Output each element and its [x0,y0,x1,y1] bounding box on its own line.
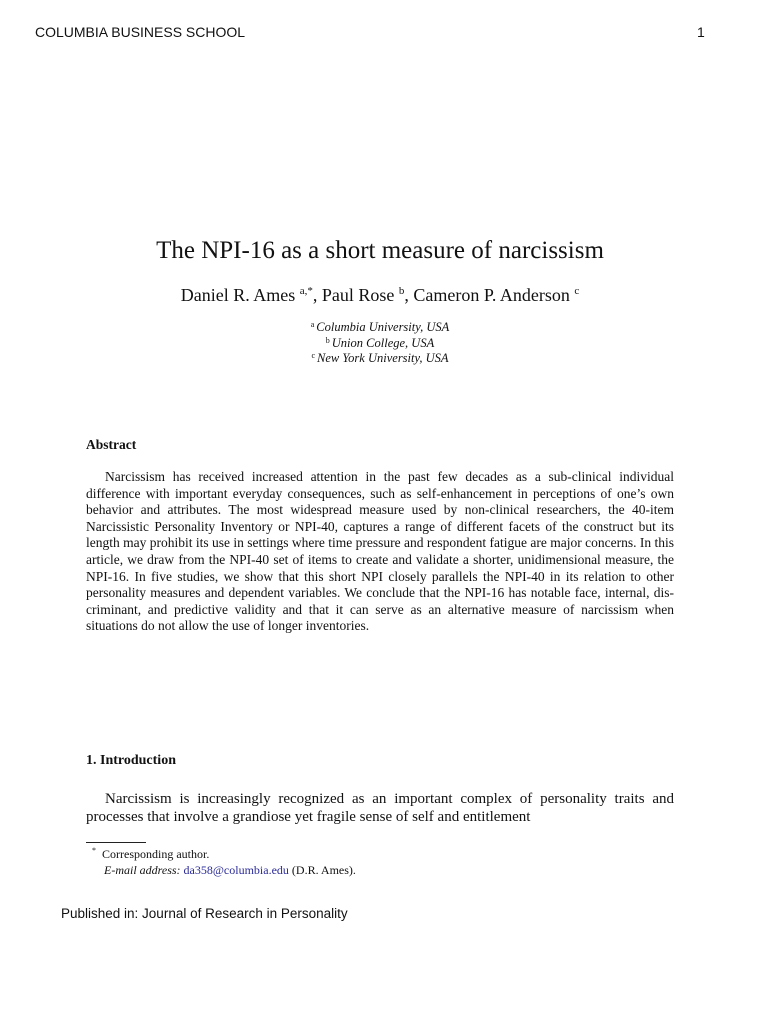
author-name: Cameron P. Anderson [413,285,570,305]
affiliation-mark: a [310,320,315,329]
author-affiliation-mark: a,* [299,285,313,297]
footnote-corresponding-text: Corresponding author. [102,847,210,861]
author-name: Daniel R. Ames [180,285,296,305]
footnote-mark: * [92,846,96,855]
running-head: COLUMBIA BUSINESS SCHOOL [35,24,246,40]
affiliation-mark: b [325,335,330,345]
section-heading: 1. Introduction [86,753,176,768]
affiliation-text: New York University, USA [317,351,449,365]
footnote-divider [86,842,146,843]
introduction-paragraph: Narcissism is increasingly recognized as an important complex of personality traits and processes that involve a grandiose yet fragile sense of self and entitlement [86,791,674,825]
author-affiliation-mark: b [398,285,405,297]
footnote-email-line [92,862,356,878]
author-name: Paul Rose [321,285,395,305]
email-link[interactable]: da358@columbia.edu [183,863,289,877]
email-label: E-mail address: [104,863,181,877]
author-list: Daniel R. Ames $^{a,*}$, Paul Rose $^b$, Cameron P. Anderson $^c$ [180,285,580,305]
affiliation [0,336,760,352]
publication-note: Published in: Journal of Research in Personality [61,906,348,921]
email-suffix: (D.R. Ames). [291,863,356,877]
footnote-corresponding [92,846,356,862]
affiliation-text: Columbia University, USA [316,320,450,334]
author-affiliation-mark: c [574,285,580,297]
abstract-heading: Abstract [86,437,137,452]
affiliation-list [0,320,760,367]
page-number: 1 [697,24,705,40]
affiliation [0,351,760,367]
affiliation [0,320,760,336]
footnote [92,846,356,878]
paper-title: The NPI-16 as a short measure of narcissism [156,237,604,264]
affiliation-text: Union College, USA [331,335,435,350]
abstract-body: Narcissism has received increased attention in the past few decades as a sub-clinical individual difference with important everyday consequences, such as self-enhancement in perceptions of one’s own behavior and attributes. The most widespread measure used by non-clinical researchers, the 40-item Narcissistic Personality Inventory or NPI-40, captures a range of different facets of the construct but its length may prohibit its use in settings where time pressure and respondent fatigue are major concerns. In this article, we draw from the NPI-40 set of items to create and validate a shorter, unidimensional measure, the NPI-16. In five studies, we show that this short NPI closely parallels the NPI-40 in its relation to other personality measures and dependent variables. We conclude that the NPI-16 has notable face, internal, discriminant, and predictive validity and that it can serve as an alternative measure of narcissism when situations do not allow the use of longer inventories. [86,469,674,634]
affiliation-mark: c [311,351,316,360]
